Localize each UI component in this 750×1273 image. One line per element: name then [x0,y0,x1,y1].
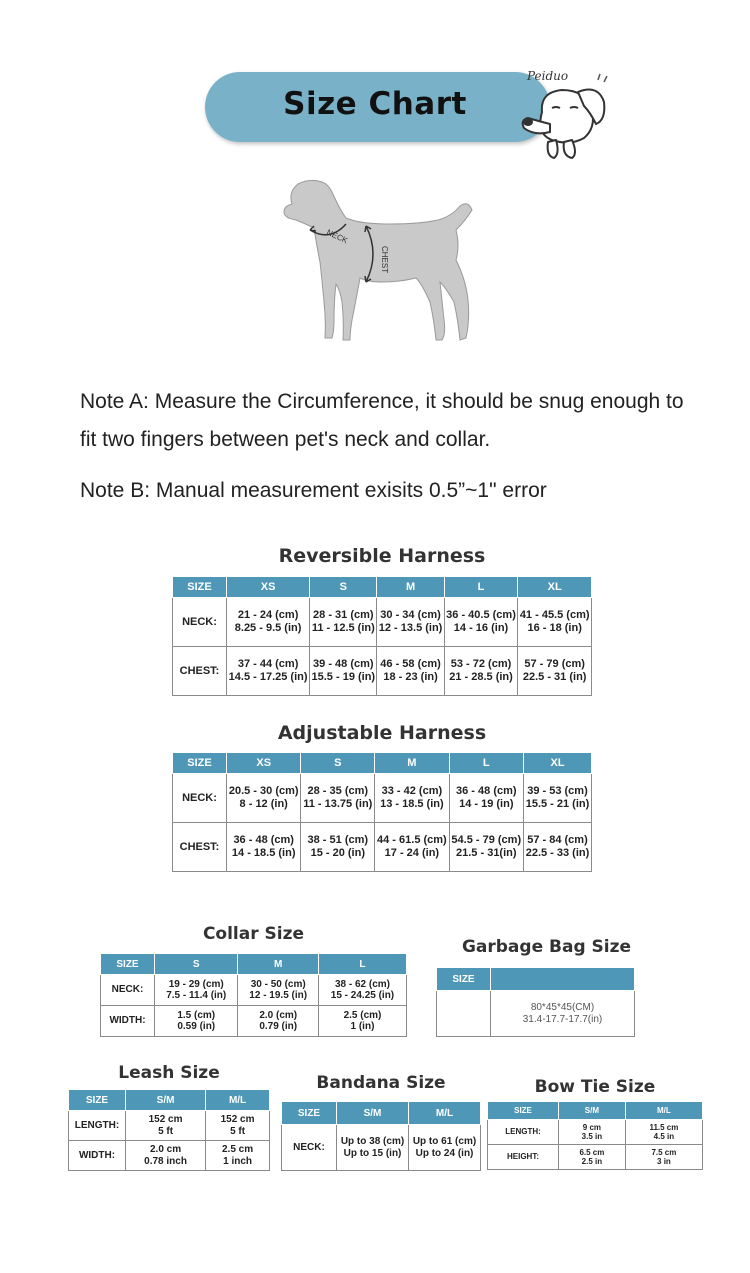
header-cell: M [377,577,444,598]
header-cell: L [318,954,406,975]
table-cell: 30 - 34 (cm) 12 - 13.5 (in) [377,598,444,647]
row-label: NECK: [101,975,155,1006]
table-row [173,647,592,696]
adjustable-harness-title: Adjustable Harness [277,722,487,744]
note-a-line1: Note A: Measure the Circumference, it should be snug enough to [80,390,684,413]
table-cell: 20.5 - 30 (cm) 8 - 12 (in) [227,774,301,823]
table-cell: 44 - 61.5 (cm) 17 - 24 (in) [375,823,449,872]
header-cell: SIZE [69,1090,126,1111]
table-cell: 36 - 40.5 (cm) 14 - 16 (in) [444,598,518,647]
row-label: LENGTH: [488,1120,559,1145]
table-cell: Up to 38 (cm) Up to 15 (in) [337,1125,409,1171]
table-cell: 36 - 48 (cm) 14 - 18.5 (in) [227,823,301,872]
table-cell: 9 cm 3.5 in [559,1120,626,1145]
table-cell: 28 - 35 (cm) 11 - 13.75 (in) [301,774,375,823]
table-row [101,1006,407,1037]
table-cell: 57 - 79 (cm) 22.5 - 31 (in) [518,647,592,696]
table-cell: 2.0 cm 0.78 inch [126,1141,206,1171]
table-cell: 53 - 72 (cm) 21 - 28.5 (in) [444,647,518,696]
header-cell: M/L [206,1090,270,1111]
header-cell: S [310,577,377,598]
neck-label: NECK [325,227,350,246]
table-row [69,1111,270,1141]
table-cell: 39 - 53 (cm) 15.5 - 21 (in) [523,774,591,823]
adjustable-harness-table [172,752,592,872]
table-cell: 152 cm 5 ft [126,1111,206,1141]
table-cell: 46 - 58 (cm) 18 - 23 (in) [377,647,444,696]
table-cell: 2.5 (cm) 1 (in) [318,1006,406,1037]
table-cell: 38 - 62 (cm) 15 - 24.25 (in) [318,975,406,1006]
table-row [488,1145,703,1170]
table-cell: 2.0 (cm) 0.79 (in) [238,1006,318,1037]
table-cell: 36 - 48 (cm) 14 - 19 (in) [449,774,523,823]
row-label: CHEST: [173,823,227,872]
leash-size-table [68,1089,270,1171]
table-row [488,1120,703,1145]
row-label: NECK: [282,1125,337,1171]
row-label: CHEST: [173,647,227,696]
table-cell: 7.5 cm 3 in [625,1145,702,1170]
brand-name: Peiduo [527,69,569,83]
garbage-bag-table [436,967,635,1037]
header-cell: SIZE [173,753,227,774]
table-cell: 6.5 cm 2.5 in [559,1145,626,1170]
table-cell: Up to 61 (cm) Up to 24 (in) [409,1125,481,1171]
header-cell: XS [227,753,301,774]
reversible-harness-title: Reversible Harness [278,545,486,567]
page-title: Size Chart [283,86,467,122]
header-cell: S [301,753,375,774]
note-b: Note B: Manual measurement exisits 0.5”~1" error [80,479,547,502]
dog-measurement-diagram [270,170,490,360]
table-cell: 57 - 84 (cm) 22.5 - 33 (in) [523,823,591,872]
table-row [173,598,592,647]
table-cell: 2.5 cm 1 inch [206,1141,270,1171]
header-cell: M/L [625,1102,702,1120]
table-cell: 11.5 cm 4.5 in [625,1120,702,1145]
leash-size-title: Leash Size [118,1063,220,1083]
table-row [173,774,592,823]
row-label: LENGTH: [69,1111,126,1141]
chest-label: CHEST [380,246,389,274]
row-label: HEIGHT: [488,1145,559,1170]
note-a-line2: fit two fingers between pet's neck and collar. [80,428,491,451]
collar-size-table [100,953,407,1037]
row-label: WIDTH: [101,1006,155,1037]
header-cell: L [444,577,518,598]
table-row [173,823,592,872]
table-cell: 1.5 (cm) 0.59 (in) [155,1006,238,1037]
reversible-harness-table [172,576,592,696]
table-row [69,1141,270,1171]
table-row [437,991,635,1037]
bow-tie-size-table [487,1101,703,1170]
header-cell: XL [518,577,592,598]
dog-silhouette [284,180,472,340]
table-cell: 19 - 29 (cm) 7.5 - 11.4 (in) [155,975,238,1006]
table-cell-empty [437,991,491,1037]
table-cell: 152 cm 5 ft [206,1111,270,1141]
table-cell: 41 - 45.5 (cm) 16 - 18 (in) [518,598,592,647]
header-cell: L [449,753,523,774]
table-cell: 38 - 51 (cm) 15 - 20 (in) [301,823,375,872]
header-cell: XL [523,753,591,774]
header-cell: SIZE [282,1102,337,1125]
header-cell: SIZE [101,954,155,975]
header-cell: SIZE [173,577,227,598]
table-cell: 39 - 48 (cm) 15.5 - 19 (in) [310,647,377,696]
header-cell: S [155,954,238,975]
table-cell: 21 - 24 (cm) 8.25 - 9.5 (in) [227,598,310,647]
header-cell: SIZE [488,1102,559,1120]
table-cell: 54.5 - 79 (cm) 21.5 - 31(in) [449,823,523,872]
header-cell: M [238,954,318,975]
table-cell: 30 - 50 (cm) 12 - 19.5 (in) [238,975,318,1006]
header-cell: M/L [409,1102,481,1125]
header-cell: SIZE [437,968,491,991]
bandana-size-table [281,1101,481,1171]
header-cell-empty [491,968,635,991]
table-row [101,975,407,1006]
row-label: WIDTH: [69,1141,126,1171]
table-cell: 80*45*45(CM) 31.4-17.7-17.7(in) [491,991,635,1037]
table-cell: 33 - 42 (cm) 13 - 18.5 (in) [375,774,449,823]
header-cell: XS [227,577,310,598]
header-cell: S/M [559,1102,626,1120]
bow-tie-size-title: Bow Tie Size [534,1077,656,1097]
header-cell: S/M [126,1090,206,1111]
table-row [282,1125,481,1171]
header-cell: S/M [337,1102,409,1125]
row-label: NECK: [173,774,227,823]
collar-size-title: Collar Size [202,924,305,944]
bandana-size-title: Bandana Size [316,1073,446,1093]
table-cell: 28 - 31 (cm) 11 - 12.5 (in) [310,598,377,647]
row-label: NECK: [173,598,227,647]
garbage-bag-title: Garbage Bag Size [461,937,632,957]
table-cell: 37 - 44 (cm) 14.5 - 17.25 (in) [227,647,310,696]
header-cell: M [375,753,449,774]
